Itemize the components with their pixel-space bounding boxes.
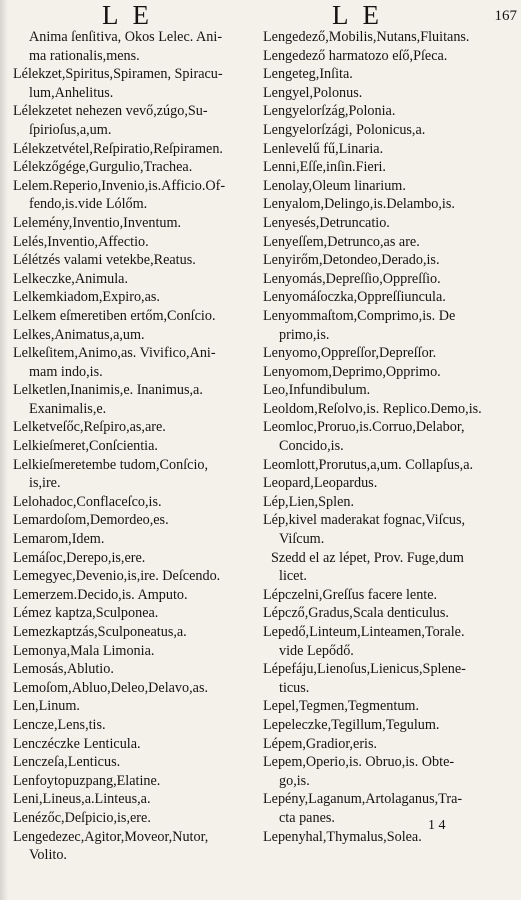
dictionary-line: Volito. bbox=[29, 847, 67, 864]
dictionary-line: Lélekzet,Spiritus,Spiramen, Spiracu- bbox=[13, 66, 223, 83]
left-column bbox=[13, 28, 265, 865]
dictionary-line: Lemarom,Idem. bbox=[13, 531, 105, 548]
dictionary-line: Leni,Lineus,a.Linteus,a. bbox=[13, 791, 151, 808]
dictionary-line: Lelketlen,Inanimis,e. Inanimus,a. bbox=[13, 382, 203, 399]
dictionary-line: Lengyelorſzági, Polonicus,a. bbox=[263, 121, 426, 138]
dictionary-line: Lelkieſmeret,Conſcientia. bbox=[13, 438, 158, 455]
dictionary-line: Lenczéczke Lenticula. bbox=[13, 735, 141, 752]
dictionary-line: Lepem,Operio,is. Obruo,is. Obte- bbox=[263, 754, 455, 771]
dictionary-line: Concido,is. bbox=[279, 438, 344, 455]
dictionary-line: Exanimalis,e. bbox=[29, 400, 107, 417]
dictionary-line: vide Lepődő. bbox=[279, 642, 354, 659]
dictionary-line: Lenni,Eſſe,inſin.Fieri. bbox=[263, 159, 386, 176]
dictionary-line: Leopard,Leopardus. bbox=[263, 475, 378, 492]
running-header-right: LE bbox=[332, 0, 393, 30]
dictionary-line: primo,is. bbox=[279, 326, 330, 343]
dictionary-line: Lenyomom,Deprimo,Opprimo. bbox=[263, 363, 441, 380]
dictionary-line: Lelkeczke,Animula. bbox=[13, 270, 129, 287]
dictionary-line: Lenyirőm,Detondeo,Derado,is. bbox=[263, 252, 440, 269]
dictionary-line: ma rationalis,mens. bbox=[29, 47, 140, 64]
dictionary-line: mam indo,is. bbox=[29, 363, 103, 380]
dictionary-line: Lepel,Tegmen,Tegmentum. bbox=[263, 698, 419, 715]
dictionary-line: Lelkieſmeretembe tudom,Conſcio, bbox=[13, 456, 209, 473]
dictionary-line: Lélekzetet nehezen vevő,zúgo,Su- bbox=[13, 103, 208, 120]
dictionary-line: Anima ſenſitiva, Okos Lelec. Ani- bbox=[29, 29, 223, 45]
dictionary-line: lum,Anhelitus. bbox=[29, 84, 114, 101]
dictionary-line: Lép,kivel maderakat fognac,Viſcus, bbox=[263, 512, 466, 529]
page-fold-shadow bbox=[0, 0, 8, 900]
dictionary-line: Lemoſom,Abluo,Deleo,Delavo,as. bbox=[13, 679, 209, 696]
dictionary-line: Lépcző,Gradus,Scala denticulus. bbox=[263, 605, 449, 622]
dictionary-line: Lengedező,Mobilis,Nutans,Fluitans. bbox=[263, 29, 470, 45]
dictionary-line: Lemegyec,Devenio,is,ire. Deſcendo. bbox=[13, 568, 221, 585]
dictionary-line: Lenyomáſoczka,Oppreſſiuncula. bbox=[263, 289, 446, 306]
dictionary-line: Lépefáju,Lienoſus,Lienicus,Splene- bbox=[263, 661, 466, 678]
dictionary-line: Lelemény,Inventio,Inventum. bbox=[13, 214, 182, 231]
dictionary-line: Szedd el az lépet, Prov. Fuge,dum bbox=[271, 549, 464, 566]
dictionary-line: Len,Linum. bbox=[13, 698, 80, 715]
dictionary-line: Lépczelni,Greſſus facere lente. bbox=[263, 586, 438, 603]
dictionary-line: Lengedező harmatozo eſő,Pſeca. bbox=[263, 47, 448, 64]
dictionary-line: Leomloc,Proruo,is.Corruo,Delabor, bbox=[263, 419, 465, 436]
dictionary-line: cta panes. bbox=[279, 809, 335, 826]
dictionary-line: Lenyomo,Oppreſſor,Depreſſor. bbox=[263, 345, 437, 362]
dictionary-line: Lenlevelű fű,Linaria. bbox=[263, 140, 384, 157]
right-column bbox=[263, 28, 515, 846]
dictionary-line: Lélekzőgége,Gurgulio,Trachea. bbox=[13, 159, 193, 176]
dictionary-line: Lenyeſſem,Detrunco,as are. bbox=[263, 233, 420, 250]
dictionary-line: Lemonya,Mala Limonia. bbox=[13, 642, 155, 659]
dictionary-line: Lemardoſom,Demordeo,es. bbox=[13, 512, 169, 529]
dictionary-line: Leoldom,Reſolvo,is. Replico.Demo,is. bbox=[263, 400, 482, 417]
dictionary-line: Leomlott,Prorutus,a,um. Collapſus,a. bbox=[263, 456, 474, 473]
dictionary-line: Lelkem eſmeretiben ertőm,Conſcio. bbox=[13, 307, 216, 324]
dictionary-line: Lemezkaptzás,Sculponeatus,a. bbox=[13, 624, 187, 640]
dictionary-line: Lenfoytopuzpang,Elatine. bbox=[13, 772, 161, 789]
dictionary-line: ticus. bbox=[279, 679, 310, 696]
dictionary-line: Lepeleczke,Tegillum,Tegulum. bbox=[263, 716, 440, 733]
dictionary-line: Lélekzetvétel,Reſpiratio,Reſpiramen. bbox=[13, 140, 223, 157]
dictionary-line: Lenyesés,Detruncatio. bbox=[263, 214, 390, 231]
dictionary-line: licet. bbox=[279, 568, 307, 585]
dictionary-line: Lepedő,Linteum,Linteamen,Torale. bbox=[263, 624, 465, 640]
dictionary-line: Lepenyhal,Thymalus,Solea. bbox=[263, 828, 422, 845]
dictionary-line: Lelkemkiadom,Expiro,as. bbox=[13, 289, 160, 306]
dictionary-line: Lepény,Laganum,Artolaganus,Tra- bbox=[263, 791, 463, 808]
dictionary-line: Lélétzés valami vetekbe,Reatus. bbox=[13, 252, 196, 269]
dictionary-line: is,ire. bbox=[29, 475, 61, 492]
dictionary-line: Lelkeſitem,Animo,as. Vivifico,Ani- bbox=[13, 345, 216, 362]
dictionary-line: Viſcum. bbox=[279, 531, 325, 548]
dictionary-line: Lenolay,Oleum linarium. bbox=[263, 177, 406, 194]
dictionary-line: Lemerzem.Decido,is. Amputo. bbox=[13, 586, 188, 603]
dictionary-line: Lelohadoc,Conflaceſco,is. bbox=[13, 493, 162, 510]
dictionary-line: Lémez kaptza,Sculponea. bbox=[13, 605, 159, 622]
running-header-left: LE bbox=[102, 0, 163, 30]
dictionary-line: Lenézőc,Deſpicio,is,ere. bbox=[13, 809, 151, 826]
dictionary-line: fendo,is.vide Lólőm. bbox=[29, 196, 148, 213]
dictionary-line: Lengeteg,Inſita. bbox=[263, 66, 353, 83]
dictionary-line: Lenyommaſtom,Comprimo,is. De bbox=[263, 307, 456, 324]
dictionary-line: Lemosás,Ablutio. bbox=[13, 661, 114, 678]
dictionary-line: Lenyalom,Delingo,is.Delambo,is. bbox=[263, 196, 455, 213]
dictionary-line: Lelem.Reperio,Invenio,is.Afficio.Of- bbox=[13, 177, 226, 194]
dictionary-line: Lelketveſőc,Reſpiro,as,are. bbox=[13, 419, 166, 436]
dictionary-line: Lemáſoc,Derepo,is,ere. bbox=[13, 549, 146, 566]
dictionary-line: Lép,Lien,Splen. bbox=[263, 493, 355, 510]
dictionary-line: Lengyelorſzág,Polonia. bbox=[263, 103, 396, 120]
dictionary-line: Leo,Infundibulum. bbox=[263, 382, 371, 399]
page-number: 167 bbox=[494, 8, 517, 24]
dictionary-line: Lencze,Lens,tis. bbox=[13, 716, 106, 733]
signature-mark: 1 4 bbox=[428, 818, 446, 833]
dictionary-line: go,is. bbox=[279, 772, 310, 789]
dictionary-line: Lengedezec,Agitor,Moveor,Nutor, bbox=[13, 828, 209, 845]
dictionary-line: Lenczeſa,Lenticus. bbox=[13, 754, 121, 771]
dictionary-line: Lelkes,Animatus,a,um. bbox=[13, 326, 145, 343]
dictionary-line: Lelés,Inventio,Affectio. bbox=[13, 233, 149, 250]
dictionary-line: Lengyel,Polonus. bbox=[263, 84, 363, 101]
dictionary-line: Lenyomás,Depreſſio,Oppreſſio. bbox=[263, 270, 441, 287]
dictionary-line: ſpirioſus,a,um. bbox=[29, 121, 112, 138]
dictionary-line: Lépem,Gradior,eris. bbox=[263, 735, 378, 752]
